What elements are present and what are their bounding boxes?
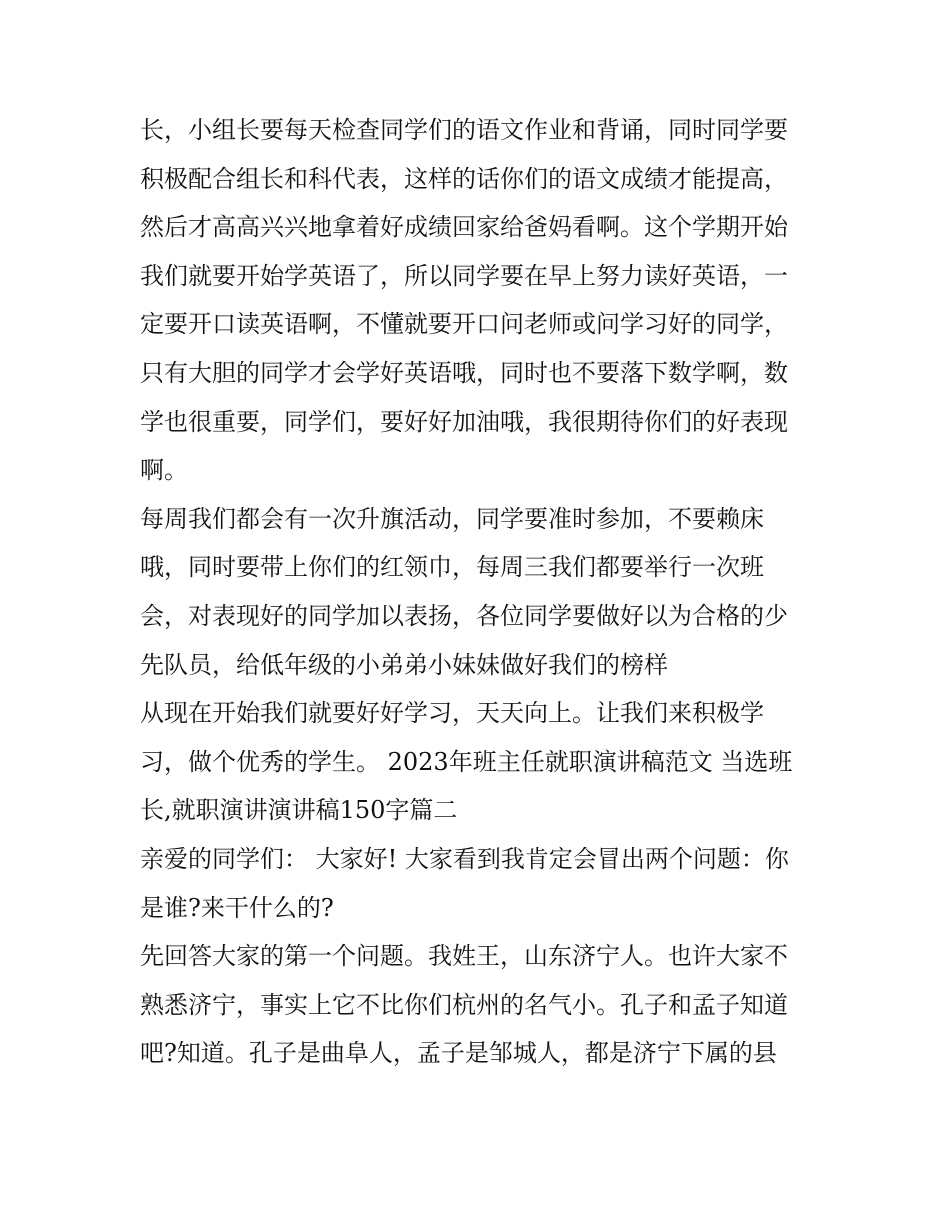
text-line: 哦，同时要带上你们的红领巾，每周三我们都要举行一次班: [140, 553, 764, 582]
text-line: 然后才高高兴兴地拿着好成绩回家给爸妈看啊。这个学期开始: [140, 213, 788, 242]
text-line: 习，做个优秀的学生。 2023年班主任就职演讲稿范文 当选班: [140, 747, 793, 776]
document-body: [140, 106, 820, 1078]
text-line: 长，小组长要每天检查同学们的语文作业和背诵，同时同学要: [140, 116, 788, 144]
text-line: 先回答大家的第一个问题。我姓王，山东济宁人。也许大家不: [140, 942, 788, 971]
text-line: 每周我们都会有一次升旗活动，同学要准时参加，不要赖床: [140, 504, 764, 533]
text-line: 我们就要开始学英语了，所以同学要在早上努力读好英语，一: [140, 261, 788, 290]
text-line: 学也很重要，同学们，要好好加油哦，我很期待你们的好表现: [140, 407, 788, 436]
text-line: 会，对表现好的同学加以表扬，各位同学要做好以为合格的少: [140, 601, 788, 630]
text-line: 熟悉济宁，事实上它不比你们杭州的名气小。孔子和孟子知道: [140, 990, 788, 1019]
text-line: 亲爱的同学们： 大家好! 大家看到我肯定会冒出两个问题：你: [140, 844, 789, 873]
text-line: 吧?知道。孔子是曲阜人，孟子是邹城人，都是济宁下属的县: [140, 1039, 777, 1068]
text-line: 定要开口读英语啊，不懂就要开口问老师或问学习好的同学，: [140, 310, 788, 339]
text-line: 长,就职演讲演讲稿150字篇二: [140, 796, 458, 825]
text-line: 是谁?来干什么的?: [140, 893, 334, 922]
text-line: 先队员，给低年级的小弟弟小妹妹做好我们的榜样: [140, 650, 668, 679]
text-line: 从现在开始我们就要好好学习，天天向上。让我们来积极学: [140, 699, 764, 728]
text-line: 积极配合组长和科代表，这样的话你们的语文成绩才能提高，: [140, 164, 788, 193]
text-line: 啊。: [140, 456, 188, 485]
text-line: 只有大胆的同学才会学好英语哦，同时也不要落下数学啊，数: [140, 358, 788, 387]
